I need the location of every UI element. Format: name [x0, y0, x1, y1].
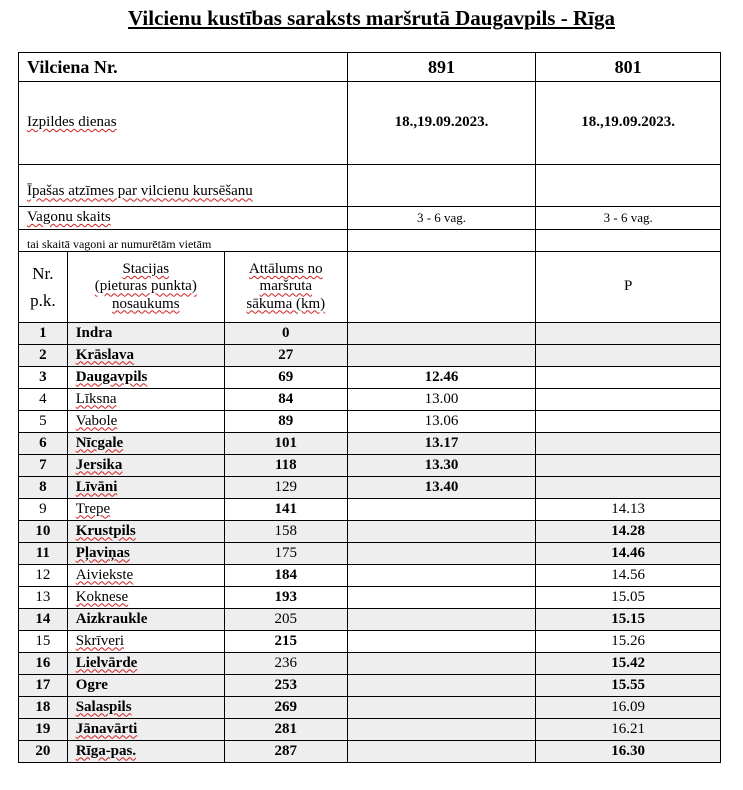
- table-row: [19, 499, 721, 521]
- train-a-time: [347, 521, 536, 543]
- train-a-time: [347, 323, 536, 345]
- station-name: [67, 433, 224, 455]
- timetable: [18, 52, 721, 763]
- station-name: [67, 411, 224, 433]
- train-a-time: [347, 499, 536, 521]
- table-row: [19, 609, 721, 631]
- col-distance-header: Attālums no maršruta sākuma (km): [224, 252, 347, 323]
- train-b-time: [536, 455, 721, 477]
- train-b-time: [536, 389, 721, 411]
- station-name-text: Līvāni: [75, 478, 118, 495]
- train-a-number: 891: [347, 53, 536, 82]
- distance-km: 184: [224, 565, 347, 587]
- train-a-time: 13.00: [347, 389, 536, 411]
- train-b-time: 15.15: [536, 609, 721, 631]
- row-number: 18: [19, 697, 68, 719]
- train-b-seats: [536, 230, 721, 252]
- table-row: [19, 521, 721, 543]
- table-row: [19, 741, 721, 763]
- distance-km: 215: [224, 631, 347, 653]
- row-number: 7: [19, 455, 68, 477]
- station-name: [67, 477, 224, 499]
- table-row: [19, 345, 721, 367]
- station-name-text: Skrīveri: [75, 632, 125, 649]
- distance-km: 158: [224, 521, 347, 543]
- table-row: [19, 697, 721, 719]
- train-b-time: [536, 433, 721, 455]
- table-row: [19, 653, 721, 675]
- train-a-seats: [347, 230, 536, 252]
- train-a-time: [347, 697, 536, 719]
- station-name-text: Vabole: [75, 412, 118, 429]
- train-a-mark: [347, 252, 536, 323]
- station-name-text: Koknese: [75, 588, 129, 605]
- table-row: [19, 433, 721, 455]
- table-row: [19, 367, 721, 389]
- train-b-time: [536, 345, 721, 367]
- train-b-days: 18.,19.09.2023.: [536, 82, 721, 165]
- station-name: [67, 609, 224, 631]
- train-a-time: 13.17: [347, 433, 536, 455]
- special-notes-row: [19, 165, 721, 207]
- train-a-notes: [347, 165, 536, 207]
- numbered-seats-row: [19, 230, 721, 252]
- row-number: 1: [19, 323, 68, 345]
- row-number: 14: [19, 609, 68, 631]
- train-b-time: 16.30: [536, 741, 721, 763]
- station-name-text: Aizkraukle: [75, 610, 148, 627]
- train-a-time: [347, 675, 536, 697]
- row-number: 19: [19, 719, 68, 741]
- table-row: [19, 543, 721, 565]
- distance-km: 101: [224, 433, 347, 455]
- row-number: 8: [19, 477, 68, 499]
- train-a-time: [347, 565, 536, 587]
- train-b-wagons: 3 - 6 vag.: [536, 207, 721, 230]
- station-name-text: Krustpils: [75, 522, 136, 539]
- train-b-time: 14.13: [536, 499, 721, 521]
- distance-km: 281: [224, 719, 347, 741]
- train-b-time: 14.28: [536, 521, 721, 543]
- distance-km: 175: [224, 543, 347, 565]
- train-a-time: [347, 609, 536, 631]
- station-name-text: Jānavārti: [75, 720, 138, 737]
- station-name: [67, 499, 224, 521]
- train-b-time: 14.46: [536, 543, 721, 565]
- train-b-time: 16.21: [536, 719, 721, 741]
- numbered-seats-label: tai skaitā vagoni ar numurētām vietām: [27, 237, 212, 252]
- row-number: 11: [19, 543, 68, 565]
- table-row: [19, 389, 721, 411]
- station-name-text: Ogre: [75, 676, 108, 693]
- train-b-time: [536, 323, 721, 345]
- train-b-time: 15.42: [536, 653, 721, 675]
- row-number: 13: [19, 587, 68, 609]
- row-number: 17: [19, 675, 68, 697]
- row-number: 6: [19, 433, 68, 455]
- station-name-text: Krāslava: [75, 346, 135, 363]
- station-name-text: Daugavpils: [75, 368, 148, 385]
- station-name: [67, 631, 224, 653]
- train-a-time: 13.06: [347, 411, 536, 433]
- train-b-time: 15.05: [536, 587, 721, 609]
- table-row: [19, 719, 721, 741]
- distance-km: 269: [224, 697, 347, 719]
- train-b-time: 14.56: [536, 565, 721, 587]
- row-number: 20: [19, 741, 68, 763]
- train-b-time: [536, 477, 721, 499]
- distance-km: 287: [224, 741, 347, 763]
- station-name-text: Rīga-pas.: [75, 742, 137, 759]
- row-number: 2: [19, 345, 68, 367]
- train-b-time: 15.55: [536, 675, 721, 697]
- station-name-text: Nīcgale: [75, 434, 124, 451]
- table-row: [19, 455, 721, 477]
- distance-km: 118: [224, 455, 347, 477]
- train-a-time: [347, 587, 536, 609]
- operating-days-row: [19, 82, 721, 165]
- distance-km: 27: [224, 345, 347, 367]
- train-b-time: 15.26: [536, 631, 721, 653]
- row-number: 5: [19, 411, 68, 433]
- table-row: [19, 587, 721, 609]
- special-notes-label: Īpašas atzīmes par vilcienu kursēšanu: [27, 183, 253, 200]
- row-number: 15: [19, 631, 68, 653]
- distance-km: 141: [224, 499, 347, 521]
- station-name: [67, 389, 224, 411]
- operating-days-label: Izpildes dienas: [27, 114, 117, 131]
- distance-km: 69: [224, 367, 347, 389]
- table-row: [19, 477, 721, 499]
- station-name: [67, 455, 224, 477]
- col-nr-header: Nr. p.k.: [19, 252, 68, 323]
- distance-km: 205: [224, 609, 347, 631]
- station-name-text: Trepe: [75, 500, 111, 517]
- train-b-mark: P: [536, 252, 721, 323]
- distance-km: 89: [224, 411, 347, 433]
- train-a-time: [347, 543, 536, 565]
- station-name-text: Salaspils: [75, 698, 132, 715]
- station-name: [67, 741, 224, 763]
- station-name-text: Lielvārde: [75, 654, 138, 671]
- column-header-row: [19, 252, 721, 323]
- col-station-header: Stacijas (pieturas punkta) nosaukums: [67, 252, 224, 323]
- table-row: [19, 675, 721, 697]
- station-name: [67, 697, 224, 719]
- wagon-count-row: [19, 207, 721, 230]
- row-number: 9: [19, 499, 68, 521]
- train-b-time: 16.09: [536, 697, 721, 719]
- train-a-time: [347, 631, 536, 653]
- train-number-label: Vilciena Nr.: [19, 53, 348, 82]
- station-name: [67, 675, 224, 697]
- train-a-time: 12.46: [347, 367, 536, 389]
- station-name: [67, 543, 224, 565]
- station-name-text: Aiviekste: [75, 566, 134, 583]
- station-name-text: Līksna: [75, 390, 117, 407]
- table-row: [19, 565, 721, 587]
- distance-km: 253: [224, 675, 347, 697]
- train-b-notes: [536, 165, 721, 207]
- table-row: [19, 323, 721, 345]
- distance-km: 84: [224, 389, 347, 411]
- train-a-days: 18.,19.09.2023.: [347, 82, 536, 165]
- train-a-time: 13.40: [347, 477, 536, 499]
- train-a-time: [347, 741, 536, 763]
- train-b-time: [536, 411, 721, 433]
- train-a-time: [347, 653, 536, 675]
- station-name: [67, 587, 224, 609]
- table-row: [19, 411, 721, 433]
- train-number-row: [19, 53, 721, 82]
- train-a-wagons: 3 - 6 vag.: [347, 207, 536, 230]
- station-name-text: Jersika: [75, 456, 123, 473]
- table-row: [19, 631, 721, 653]
- distance-km: 236: [224, 653, 347, 675]
- train-b-time: [536, 367, 721, 389]
- station-name: [67, 367, 224, 389]
- train-a-time: [347, 345, 536, 367]
- station-name-text: Pļaviņas: [75, 544, 130, 561]
- station-name: [67, 719, 224, 741]
- station-name: [67, 521, 224, 543]
- train-b-number: 801: [536, 53, 721, 82]
- train-a-time: [347, 719, 536, 741]
- station-name-text: Indra: [75, 324, 113, 341]
- row-number: 10: [19, 521, 68, 543]
- wagon-count-label: Vagonu skaits: [27, 209, 111, 226]
- train-a-time: 13.30: [347, 455, 536, 477]
- row-number: 3: [19, 367, 68, 389]
- distance-km: 0: [224, 323, 347, 345]
- distance-km: 193: [224, 587, 347, 609]
- station-name: [67, 323, 224, 345]
- station-name: [67, 565, 224, 587]
- row-number: 12: [19, 565, 68, 587]
- row-number: 4: [19, 389, 68, 411]
- station-name: [67, 345, 224, 367]
- row-number: 16: [19, 653, 68, 675]
- page-title: Vilcienu kustības saraksts maršrutā Daugavpils - Rīga: [128, 6, 615, 30]
- station-name: [67, 653, 224, 675]
- distance-km: 129: [224, 477, 347, 499]
